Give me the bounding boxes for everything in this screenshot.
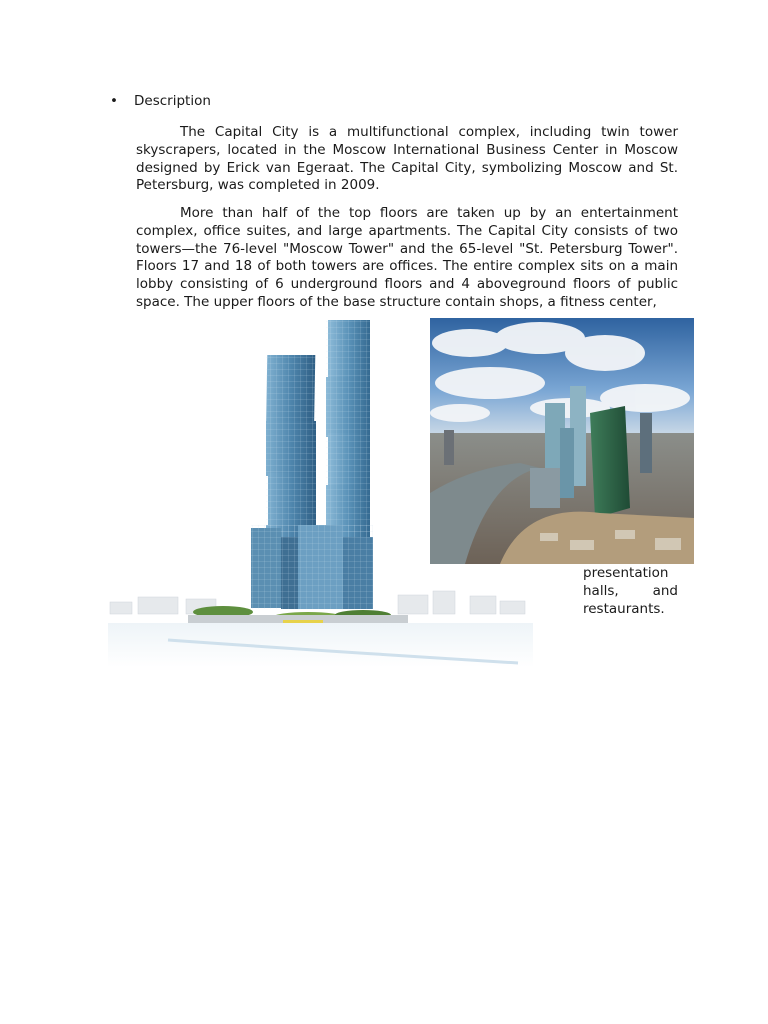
aerial-city-photo bbox=[430, 318, 694, 564]
continuation-word-halls: halls, bbox=[583, 582, 619, 599]
paragraph-continuation bbox=[583, 565, 678, 618]
section-heading-row bbox=[110, 93, 211, 110]
section-heading: Description bbox=[134, 93, 211, 109]
continuation-line-3: restaurants. bbox=[583, 600, 665, 617]
continuation-word-and: and bbox=[652, 582, 678, 599]
continuation-line-1: presentation bbox=[583, 565, 669, 581]
bullet-icon: • bbox=[110, 93, 118, 109]
paragraph-intro: The Capital City is a multifunctional complex, including twin tower skyscrapers, located in the Moscow International Business Center in Moscow designed by Erick van Egeraat. The Capital City, symbolizing Moscow and St. Petersburg, was completed in 2009. bbox=[136, 124, 678, 194]
paragraph-details: More than half of the top floors are taken up by an entertainment complex, office suites, and large apartments. The Capital City consists of two towers—the 76-level "Moscow Tower" and the 65-level "St. Petersburg Tower". Floors 17 and 18 of both towers are offices. The entire complex sits on a main lobby consisting of 6 underground floors and 4 aboveground floors of public space. The upper floors of the base structure contain shops, a fitness center, bbox=[136, 205, 678, 310]
continuation-line-2 bbox=[583, 583, 678, 601]
